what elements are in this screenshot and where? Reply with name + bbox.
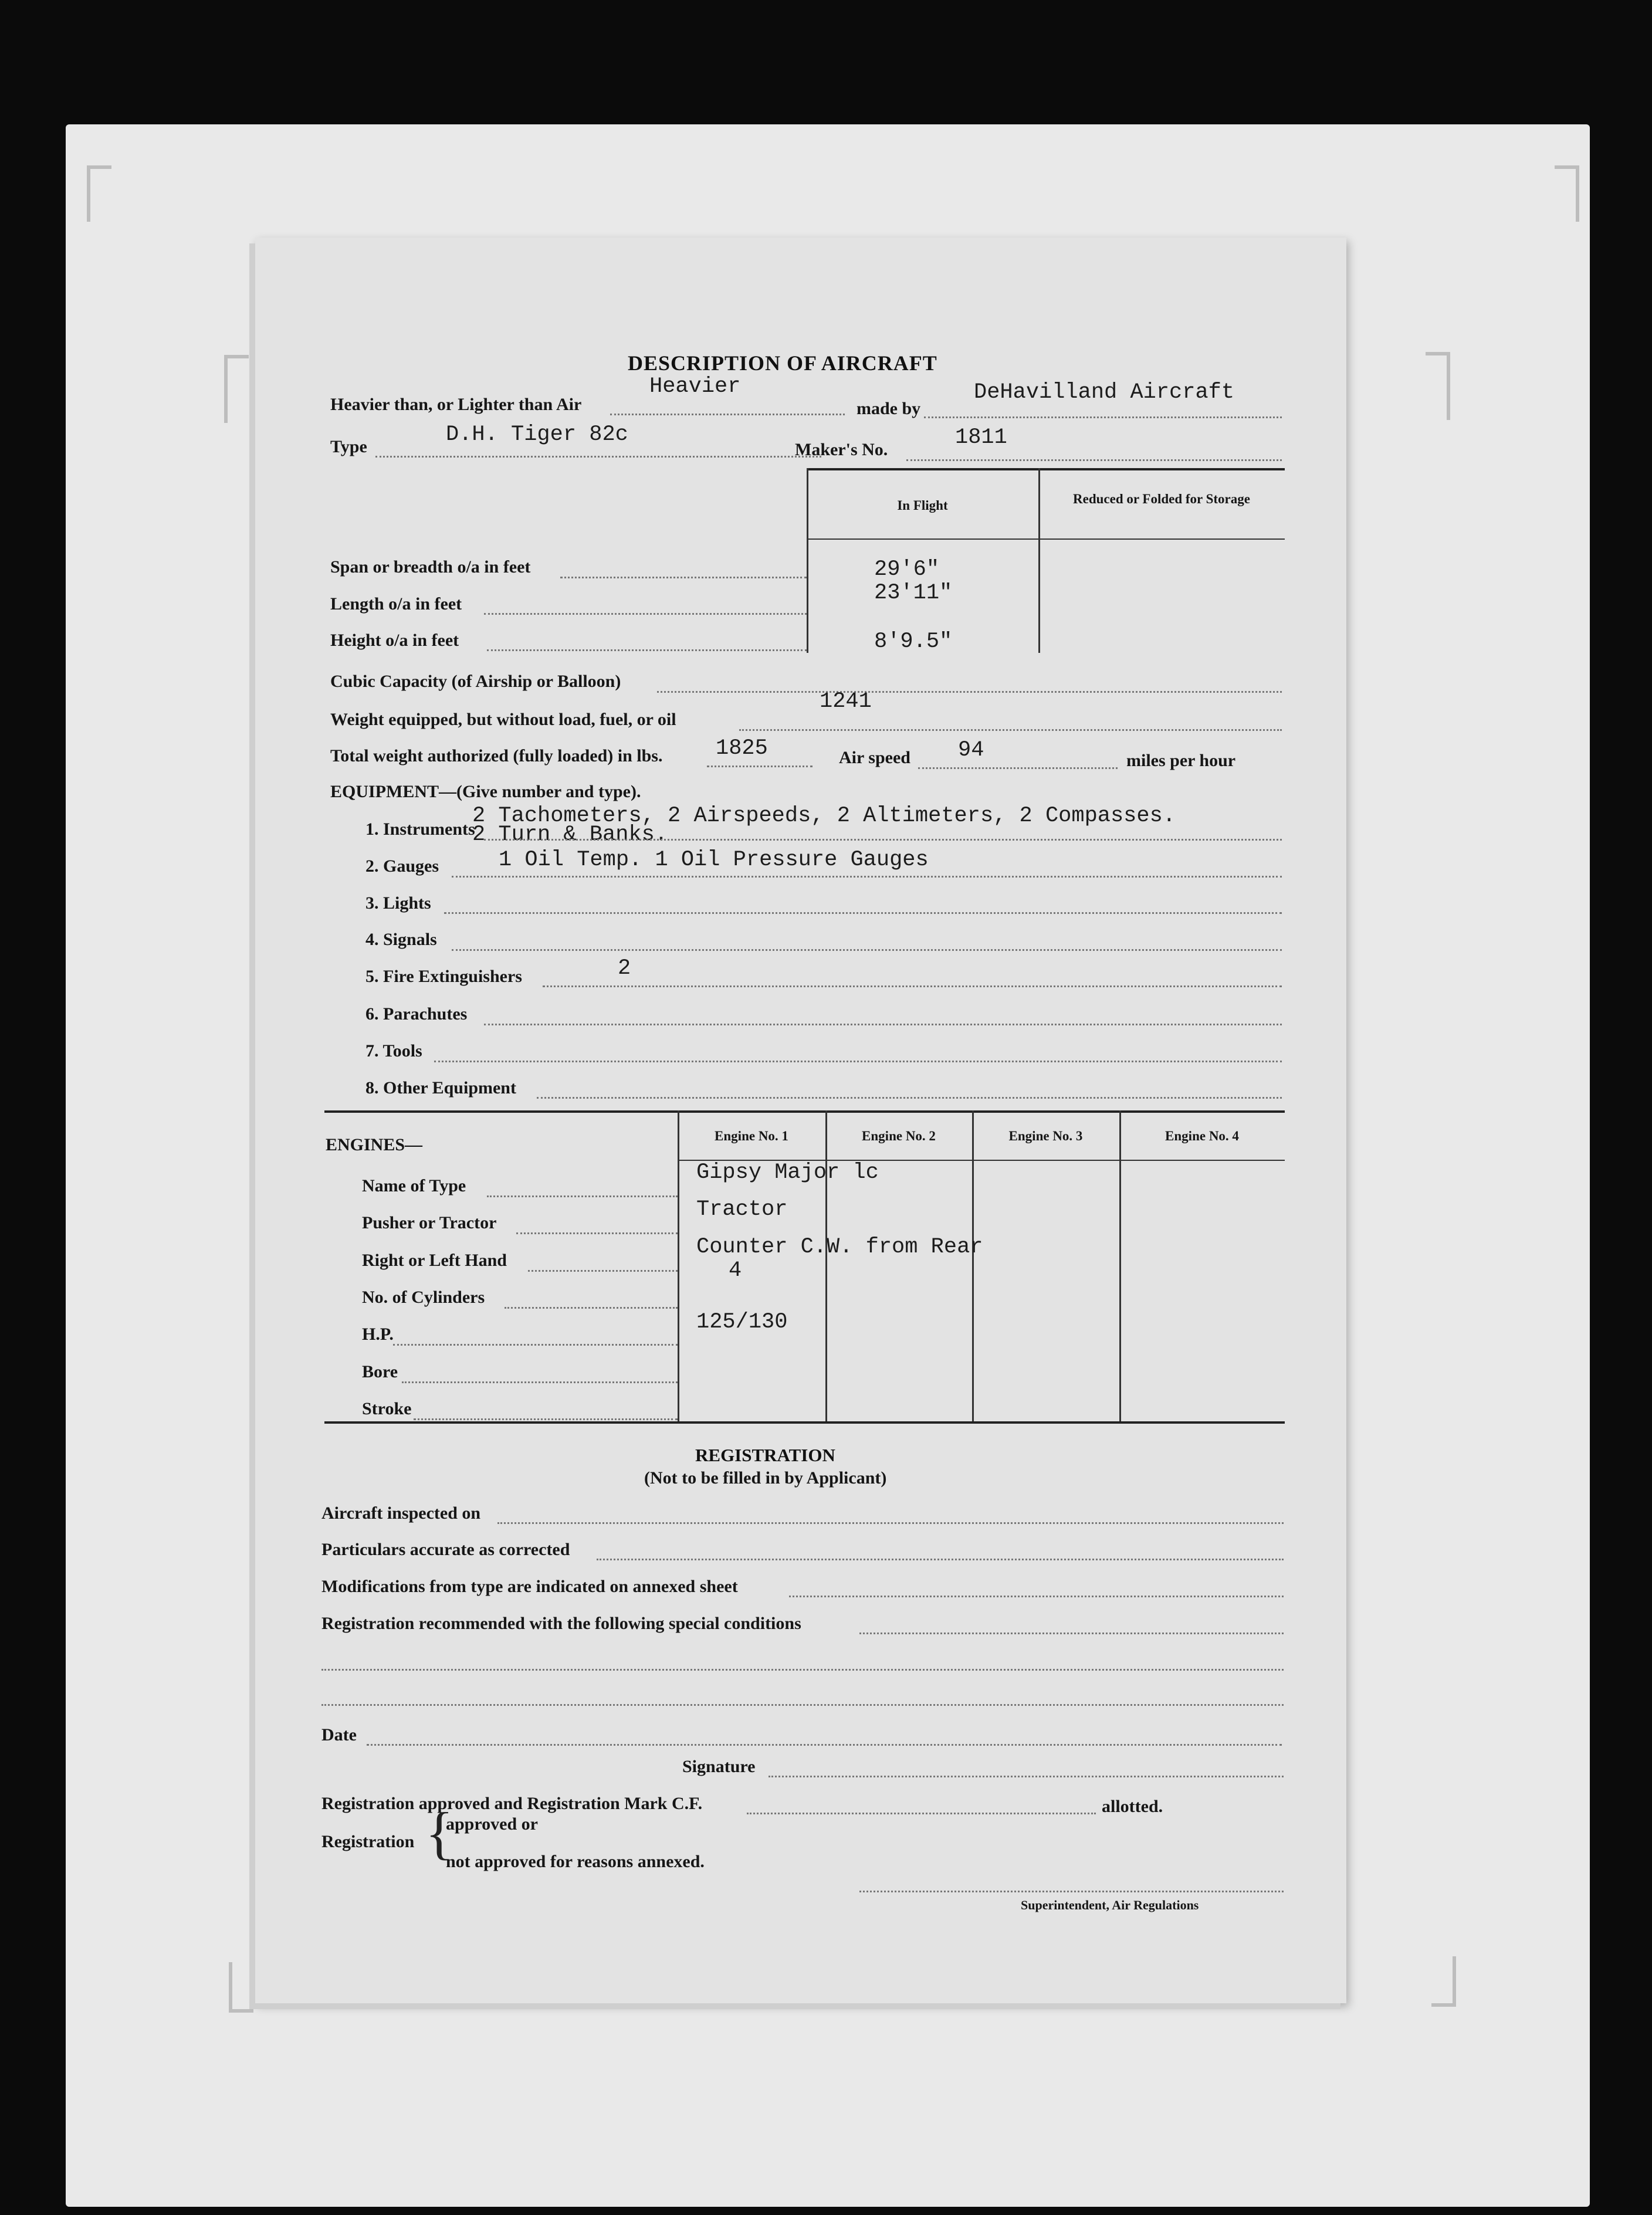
fill-line (497, 1522, 1284, 1524)
engine-4-header: Engine No. 4 (1165, 1129, 1239, 1143)
fill-line (906, 459, 1282, 461)
fill-line (414, 1418, 678, 1420)
equipment-heading (330, 782, 641, 802)
superintendent-label: Superintendent, Air Regulations (1021, 1898, 1199, 1912)
date-label: Date (321, 1725, 357, 1745)
aircraft-description-form (255, 238, 1346, 2003)
height-label: Height o/a in feet (330, 631, 459, 650)
table-rule (324, 1421, 1285, 1424)
type-label: Type (330, 437, 367, 456)
registration-subheading: (Not to be filled in by Applicant) (644, 1468, 887, 1488)
cylinders-label: No. of Cylinders (362, 1288, 485, 1307)
makers-no-label: Maker's No. (795, 440, 888, 459)
fill-line (452, 876, 1282, 878)
pusher-tractor-label: Pusher or Tractor (362, 1213, 497, 1232)
fill-line (560, 577, 807, 578)
length-value: 23'11" (874, 581, 953, 605)
fill-line (597, 1559, 1284, 1560)
cylinders-value: 4 (729, 1258, 742, 1283)
total-weight-label: Total weight authorized (fully loaded) in lbs. (330, 746, 663, 766)
col-storage: Reduced or Folded for Storage (1073, 492, 1250, 506)
fill-line (739, 729, 1282, 731)
lights-label: 3. Lights (365, 893, 431, 913)
inspected-label: Aircraft inspected on (321, 1503, 481, 1523)
fill-line (543, 985, 1282, 987)
instruments-value: 2 Tachometers, 2 Airspeeds, 2 Altimeters, 2 Compasses. (472, 804, 1176, 828)
engines-heading: ENGINES— (326, 1135, 423, 1154)
gauges-value: 1 Oil Temp. 1 Oil Pressure Gauges (499, 848, 929, 872)
bore-label: Bore (362, 1362, 398, 1381)
fill-line (610, 414, 845, 415)
fill-line (444, 912, 1282, 914)
fill-line (484, 839, 1282, 841)
made-by-label: made by (857, 399, 921, 418)
air-speed-label: Air speed (839, 748, 910, 767)
gauges-label: 2. Gauges (365, 856, 439, 876)
crop-mark (1431, 1956, 1456, 2007)
fill-line (393, 1344, 678, 1346)
fill-line (487, 1195, 678, 1197)
engine-3-header: Engine No. 3 (1008, 1129, 1083, 1143)
heavier-value: Heavier (649, 374, 741, 399)
engine-name-value: Gipsy Major lc (696, 1160, 879, 1185)
fill-line (924, 416, 1282, 418)
fill-line (402, 1381, 678, 1383)
made-by-value: DeHavilland Aircraft (974, 380, 1235, 405)
table-divider (1119, 1110, 1121, 1421)
type-value: D.H. Tiger 82c (446, 422, 628, 447)
fill-line (487, 649, 807, 651)
height-value: 8'9.5" (874, 629, 953, 654)
fill-line (321, 1704, 1284, 1706)
fill-line (484, 1024, 1282, 1025)
crop-mark (229, 1962, 253, 2013)
table-divider (825, 1110, 827, 1421)
fire-extinguishers-value: 2 (618, 956, 631, 981)
hp-label: H.P. (362, 1325, 394, 1344)
table-divider (807, 468, 808, 653)
approved-label: Registration approved and Registration Mark C.F. (321, 1794, 703, 1813)
col-in-flight: In Flight (897, 498, 948, 513)
signature-line (859, 1891, 1284, 1892)
parachutes-label: 6. Parachutes (365, 1004, 468, 1024)
weight-equipped-label: Weight equipped, but without load, fuel, or oil (330, 710, 676, 729)
span-label: Span or breadth o/a in feet (330, 557, 531, 577)
hand-label: Right or Left Hand (362, 1251, 507, 1270)
length-label: Length o/a in feet (330, 594, 462, 614)
table-divider (678, 1110, 679, 1421)
particulars-label: Particulars accurate as corrected (321, 1540, 570, 1559)
signature-label: Signature (682, 1757, 756, 1776)
air-speed-value: 94 (958, 738, 984, 763)
fill-line (434, 1061, 1282, 1062)
fill-line (537, 1097, 1282, 1099)
fill-line (505, 1307, 678, 1309)
engine-2-header: Engine No. 2 (862, 1129, 936, 1143)
crop-mark (87, 165, 111, 222)
bracket-icon: { (425, 1800, 453, 1865)
fill-line (859, 1633, 1284, 1634)
equipment-heading-note: —(Give number and type). (439, 782, 641, 801)
crop-mark (1426, 352, 1450, 420)
registration-label: Registration (321, 1832, 415, 1851)
fill-line (452, 949, 1282, 951)
other-equipment-label: 8. Other Equipment (365, 1078, 516, 1098)
hand-value: Counter C.W. from Rear (696, 1235, 983, 1259)
fire-extinguishers-label: 5. Fire Extinguishers (365, 967, 522, 986)
fill-line (367, 1744, 1282, 1746)
table-rule (324, 1110, 1285, 1113)
fill-line (747, 1813, 1096, 1814)
engine-name-label: Name of Type (362, 1176, 466, 1195)
fill-line (516, 1232, 678, 1234)
hp-value: 125/130 (696, 1310, 788, 1335)
modifications-label: Modifications from type are indicated on annexed sheet (321, 1577, 738, 1596)
heavier-label: Heavier than, or Lighter than Air (330, 395, 582, 414)
fill-line (707, 766, 813, 767)
cubic-capacity-label: Cubic Capacity (of Airship or Balloon) (330, 672, 621, 691)
total-weight-value: 1825 (716, 736, 768, 761)
fill-line (789, 1596, 1284, 1597)
table-divider (972, 1110, 974, 1421)
makers-no-value: 1811 (955, 425, 1007, 450)
approved-or-label: approved or (446, 1814, 538, 1834)
fill-line (657, 691, 1282, 693)
instruments-value-2: 2 Turn & Banks. (472, 822, 668, 847)
table-rule (807, 538, 1285, 540)
stroke-label: Stroke (362, 1399, 412, 1418)
fill-line (375, 456, 821, 458)
tools-label: 7. Tools (365, 1041, 422, 1061)
table-rule (807, 468, 1285, 470)
pusher-tractor-value: Tractor (696, 1197, 788, 1222)
fill-line (918, 767, 1118, 769)
crop-mark (224, 355, 249, 423)
fill-line (484, 613, 807, 615)
not-approved-label: not approved for reasons annexed. (446, 1852, 705, 1871)
engine-1-header: Engine No. 1 (715, 1129, 788, 1143)
span-value: 29'6" (874, 557, 940, 582)
recommended-label: Registration recommended with the following special conditions (321, 1614, 801, 1633)
crop-mark (1555, 165, 1579, 222)
form-title: DESCRIPTION OF AIRCRAFT (628, 351, 937, 375)
fill-line (769, 1776, 1284, 1777)
registration-heading: REGISTRATION (695, 1445, 835, 1465)
instruments-label: 1. Instruments (365, 819, 475, 839)
fill-line (321, 1669, 1284, 1671)
signals-label: 4. Signals (365, 930, 437, 949)
weight-equipped-value: 1241 (820, 689, 872, 714)
allotted-label: allotted. (1102, 1797, 1163, 1816)
equipment-heading-text: EQUIPMENT (330, 782, 439, 801)
fill-line (528, 1270, 678, 1272)
mph-label: miles per hour (1126, 751, 1236, 770)
